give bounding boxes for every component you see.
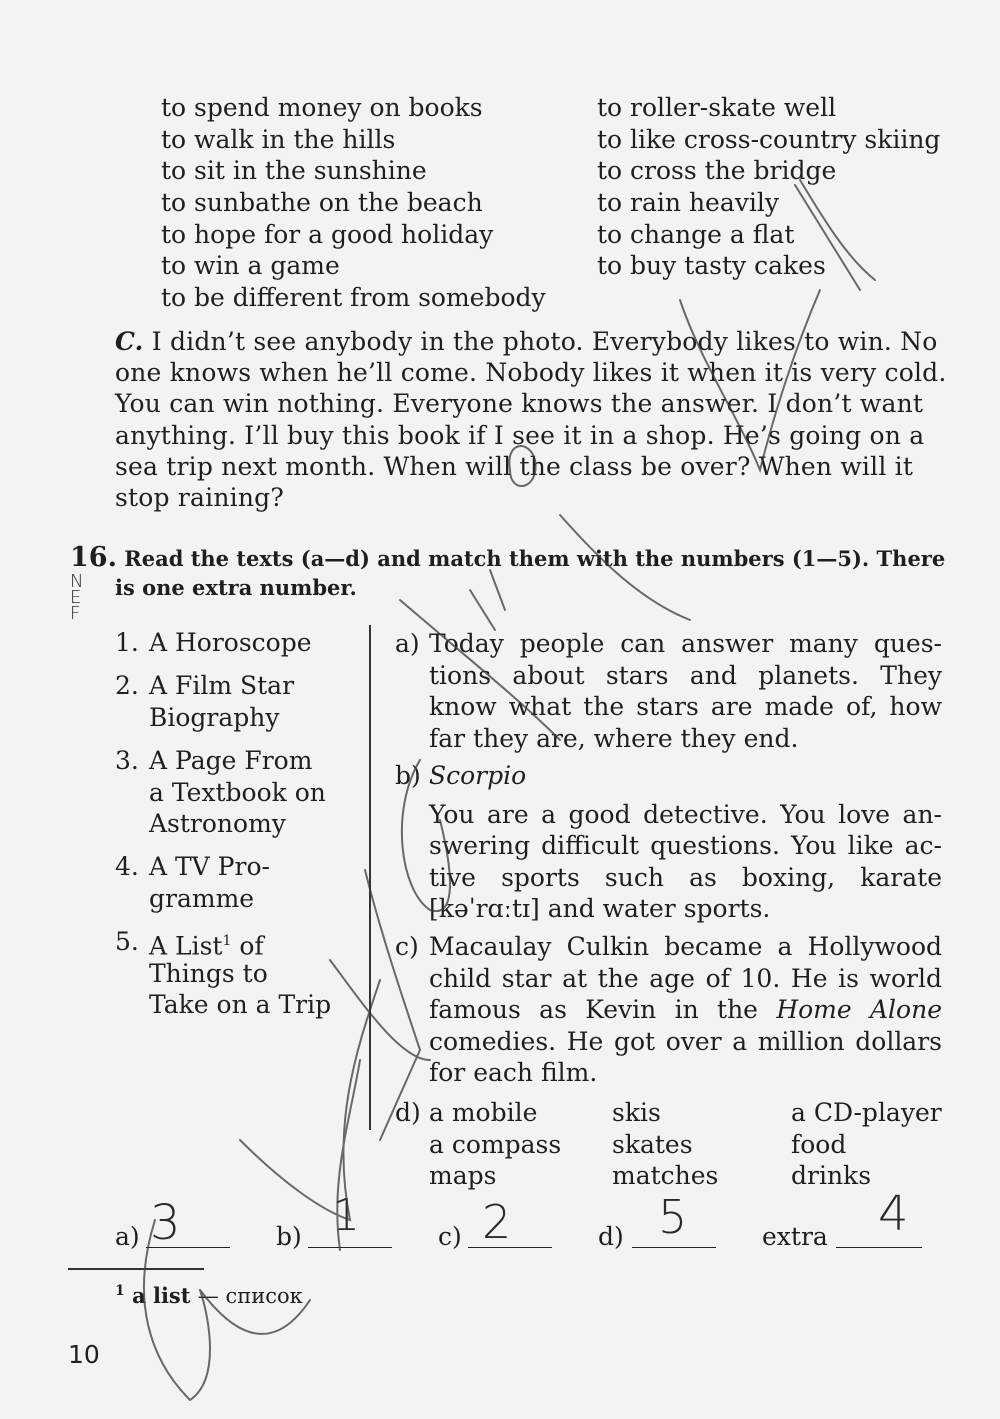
phrase: to rain heavily bbox=[597, 188, 779, 218]
text-line: know what the stars are made of, how bbox=[429, 692, 942, 721]
text-line: [kəˈrɑːtɪ] and water sports. bbox=[429, 894, 771, 923]
answer-c-label: c) bbox=[438, 1222, 462, 1251]
text-label: d) bbox=[395, 1098, 421, 1127]
task-instruction-line2: is one extra number. bbox=[115, 575, 357, 600]
text-label: c) bbox=[395, 932, 419, 961]
section-c-label: C. bbox=[115, 327, 144, 356]
answer-d-handwritten: 5 bbox=[658, 1190, 688, 1244]
footnote-mark: 1 bbox=[115, 1283, 125, 1299]
section-c-line: sea trip next month. When will the class be over? When will it bbox=[115, 451, 914, 481]
text-line: tions about stars and planets. They bbox=[429, 660, 942, 690]
item-title: A Horoscope bbox=[149, 628, 312, 657]
pencil-stroke bbox=[560, 515, 690, 620]
item-number: 3. bbox=[115, 746, 139, 775]
answer-a-handwritten: 3 bbox=[150, 1195, 181, 1251]
text-line: You are a good detective. You love an- bbox=[429, 799, 942, 829]
item-title: A TV Pro- bbox=[149, 852, 270, 881]
section-c-line: I didn’t see anybody in the photo. Everybody likes to win. No bbox=[151, 327, 938, 356]
pencil-stroke bbox=[365, 870, 420, 1140]
text-label: b) bbox=[395, 761, 421, 790]
trip-item: a mobile bbox=[429, 1098, 538, 1127]
answer-d-label: d) bbox=[598, 1222, 624, 1251]
text-line: swering difficult questions. You like ac- bbox=[429, 831, 942, 860]
item-title: A List bbox=[149, 931, 223, 961]
pencil-stroke bbox=[795, 180, 875, 290]
answer-extra-label: extra bbox=[762, 1222, 828, 1251]
pencil-stroke bbox=[200, 1290, 310, 1334]
item-title: gramme bbox=[149, 883, 255, 913]
section-c-line: stop raining? bbox=[115, 483, 284, 513]
item-title: A Film Star bbox=[149, 671, 295, 700]
text-line: child star at the age of 10. He is world bbox=[429, 963, 942, 993]
footnote-ref: 1 bbox=[222, 933, 232, 949]
footnote-term: a list bbox=[132, 1283, 191, 1308]
task-instruction: Read the texts (a—d) and match them with the numbers (1—5). There bbox=[124, 546, 946, 571]
pencil-stroke bbox=[680, 290, 820, 470]
phrase: to sit in the sunshine bbox=[161, 156, 427, 186]
text-line: for each film. bbox=[429, 1058, 598, 1087]
item-title: Biography bbox=[149, 702, 280, 732]
phrase: to walk in the hills bbox=[161, 124, 396, 154]
item-number: 4. bbox=[115, 852, 139, 881]
text-line: famous as Kevin in the bbox=[429, 995, 777, 1024]
text-title: Scorpio bbox=[429, 761, 527, 790]
trip-item: a compass bbox=[429, 1129, 562, 1159]
phrase: to win a game bbox=[161, 251, 340, 281]
item-title: Things to bbox=[149, 958, 268, 988]
pencil-stroke bbox=[400, 600, 560, 740]
item-title: A Page From bbox=[149, 746, 313, 775]
section-c-line: You can win nothing. Everyone knows the answer. I don’t want bbox=[115, 389, 924, 419]
text-line: comedies. He got over a million dollars bbox=[429, 1026, 942, 1056]
phrase: to sunbathe on the beach bbox=[161, 188, 483, 218]
text-label: a) bbox=[395, 629, 420, 658]
text-line: tive sports such as boxing, karate bbox=[429, 862, 942, 892]
page-number: 10 bbox=[68, 1340, 100, 1369]
pencil-stroke bbox=[470, 570, 505, 630]
pencil-stroke bbox=[240, 980, 380, 1220]
answer-a-label: a) bbox=[115, 1222, 140, 1251]
phrase: to hope for a good holiday bbox=[161, 219, 494, 249]
answer-b-handwritten: 1 bbox=[332, 1190, 360, 1241]
footnote-translation: — список bbox=[197, 1284, 303, 1308]
pencil-stroke bbox=[330, 960, 430, 1060]
phrase: to roller-skate well bbox=[597, 93, 837, 122]
item-number: 1. bbox=[115, 628, 139, 657]
phrase: to cross the bridge bbox=[597, 156, 837, 186]
phrase: to change a flat bbox=[597, 219, 795, 249]
pencil-stroke bbox=[509, 446, 535, 486]
item-number: 2. bbox=[115, 671, 139, 700]
trip-item: skates bbox=[612, 1129, 693, 1159]
task-number: 16. bbox=[70, 542, 117, 573]
phrase: to buy tasty cakes bbox=[597, 251, 826, 281]
trip-item: matches bbox=[612, 1161, 719, 1190]
item-title: Astronomy bbox=[149, 809, 286, 838]
film-title: Home Alone bbox=[776, 995, 942, 1024]
trip-item: drinks bbox=[791, 1161, 872, 1190]
item-title: of bbox=[231, 931, 264, 961]
text-line: Macaulay Culkin became a Hollywood bbox=[429, 932, 942, 961]
trip-item: food bbox=[791, 1129, 847, 1159]
pencil-stroke bbox=[402, 760, 450, 911]
item-number: 5. bbox=[115, 927, 139, 956]
phrase: to spend money on books bbox=[161, 93, 483, 122]
section-c-line: one knows when he’ll come. Nobody likes it when it is very cold. bbox=[115, 358, 947, 388]
phrase: to like cross-country skiing bbox=[597, 124, 941, 154]
trip-item: a CD-player bbox=[791, 1098, 942, 1127]
answer-extra-handwritten: 4 bbox=[878, 1186, 909, 1242]
item-title: a Textbook on bbox=[149, 777, 326, 807]
section-c-line: anything. I’ll buy this book if I see it in a shop. He’s going on a bbox=[115, 420, 925, 450]
pencil-stroke bbox=[144, 1220, 210, 1400]
item-title: Take on a Trip bbox=[149, 990, 332, 1019]
text-line: far they are, where they end. bbox=[429, 723, 799, 753]
answer-c-handwritten: 2 bbox=[482, 1195, 512, 1249]
trip-item: maps bbox=[429, 1161, 497, 1190]
answer-b-label: b) bbox=[276, 1222, 302, 1251]
margin-note: NEF bbox=[70, 571, 84, 624]
phrase: to be different from somebody bbox=[161, 283, 546, 313]
text-line: Today people can answer many ques- bbox=[429, 629, 942, 658]
trip-item: skis bbox=[612, 1098, 661, 1127]
